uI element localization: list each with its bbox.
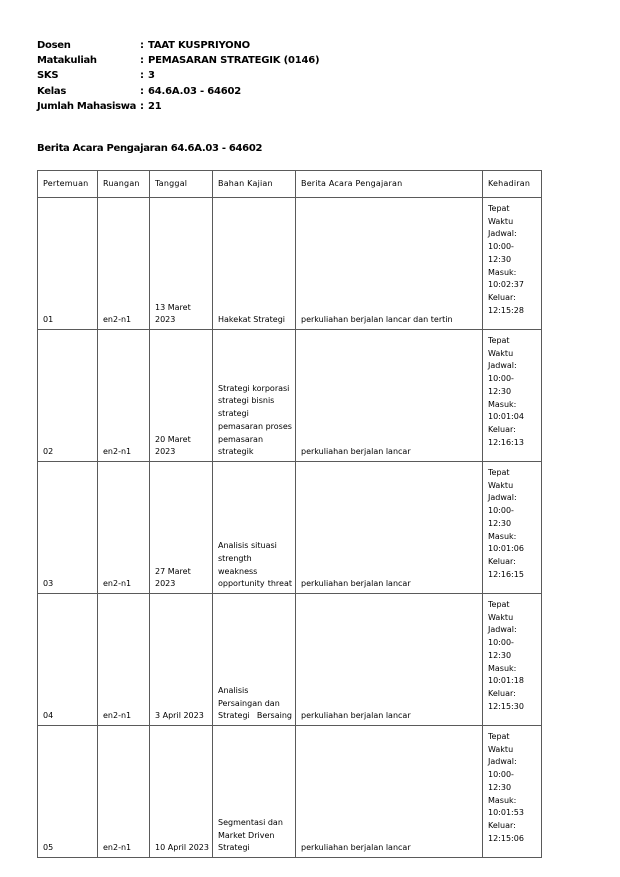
date: 13 Maret 2023 bbox=[150, 198, 213, 330]
table-row bbox=[38, 726, 542, 858]
attendance-status bbox=[483, 594, 542, 726]
attendance-line: 12:30 bbox=[488, 650, 512, 660]
header-row-kelas bbox=[37, 84, 319, 99]
attendance-status bbox=[483, 726, 542, 858]
teaching-note: perkuliahan berjalan lancar bbox=[296, 330, 483, 462]
column-header-bahan-kajian: Bahan Kajian bbox=[213, 171, 296, 198]
attendance-line: Jadwal: bbox=[488, 229, 517, 239]
topic: Hakekat Strategi bbox=[213, 198, 296, 330]
table-row bbox=[38, 462, 542, 594]
attendance-line: Waktu bbox=[488, 216, 514, 226]
lecturer-name: TAAT KUSPRIYONO bbox=[148, 40, 250, 51]
column-header-pertemuan: Pertemuan bbox=[38, 171, 98, 198]
date: 27 Maret 2023 bbox=[150, 462, 213, 594]
column-header-ruangan: Ruangan bbox=[98, 171, 150, 198]
header-label: Dosen bbox=[37, 40, 71, 51]
attendance-line: 10:01:53 bbox=[488, 808, 524, 818]
attendance-line: Waktu bbox=[488, 744, 514, 754]
teaching-record-table bbox=[37, 170, 542, 858]
attendance-line: 10:00- bbox=[488, 506, 514, 516]
attendance-line: 10:00- bbox=[488, 638, 514, 648]
table-header-row bbox=[38, 171, 542, 198]
attendance-line: Waktu bbox=[488, 348, 514, 358]
attendance-line: 12:15:06 bbox=[488, 833, 524, 843]
attendance-line: 12:15:28 bbox=[488, 305, 524, 315]
attendance-line: 10:00- bbox=[488, 374, 514, 384]
header-label: Kelas bbox=[37, 85, 66, 97]
attendance-line: Tepat bbox=[488, 336, 510, 345]
attendance-line: Masuk: bbox=[488, 795, 517, 805]
attendance-line: Tepat bbox=[488, 204, 510, 213]
attendance-line: Keluar: bbox=[488, 688, 516, 698]
attendance-line: Jadwal: bbox=[488, 757, 517, 767]
attendance-line: Jadwal: bbox=[488, 625, 517, 635]
table-row bbox=[38, 594, 542, 726]
table-row bbox=[38, 330, 542, 462]
column-header-berita-acara: Berita Acara Pengajaran bbox=[296, 171, 483, 198]
header-label: Matakuliah bbox=[37, 55, 97, 67]
room: en2-n1 bbox=[98, 594, 150, 726]
date: 10 April 2023 bbox=[150, 726, 213, 858]
attendance-line: 10:02:37 bbox=[488, 280, 524, 290]
header-row-dosen bbox=[37, 38, 319, 53]
attendance-line: Tepat bbox=[488, 600, 510, 609]
class-code: 64.6A.03 - 64602 bbox=[148, 85, 242, 97]
attendance-line: Keluar: bbox=[488, 292, 516, 302]
attendance-line: 10:01:04 bbox=[488, 412, 524, 422]
header-separator: : bbox=[140, 70, 144, 82]
credit-units: 3 bbox=[148, 70, 155, 82]
table-row bbox=[38, 198, 542, 330]
attendance-line: Masuk: bbox=[488, 663, 517, 673]
meeting-number: 03 bbox=[38, 462, 98, 594]
attendance-line: Keluar: bbox=[488, 424, 516, 434]
teaching-note: perkuliahan berjalan lancar bbox=[296, 726, 483, 858]
topic: Strategi korporasi strategi bisnis strategi pemasaran proses pemasaran strategik bbox=[213, 330, 296, 462]
attendance-line: 10:00- bbox=[488, 770, 514, 780]
attendance-line: 12:30 bbox=[488, 518, 512, 528]
attendance-line: 10:01:18 bbox=[488, 676, 524, 686]
topic: Analisis situasi strength weakness opportunity threat bbox=[213, 462, 296, 594]
attendance-line: Masuk: bbox=[488, 399, 517, 409]
attendance-line: 12:15:30 bbox=[488, 701, 524, 711]
header-label: SKS bbox=[37, 70, 59, 82]
date: 3 April 2023 bbox=[150, 594, 213, 726]
attendance-line: 10:01:06 bbox=[488, 544, 524, 554]
attendance-line: 12:30 bbox=[488, 254, 512, 264]
room: en2-n1 bbox=[98, 330, 150, 462]
column-header-tanggal: Tanggal bbox=[150, 171, 213, 198]
column-header-kehadiran: Kehadiran bbox=[483, 171, 542, 198]
attendance-status bbox=[483, 462, 542, 594]
attendance-line: Waktu bbox=[488, 480, 514, 490]
attendance-line: Masuk: bbox=[488, 267, 517, 277]
section-title: Berita Acara Pengajaran 64.6A.03 - 64602 bbox=[37, 143, 263, 154]
attendance-line: 10:00- bbox=[488, 242, 514, 252]
header-separator: : bbox=[140, 85, 144, 97]
attendance-line: Keluar: bbox=[488, 820, 516, 830]
header-row-sks bbox=[37, 68, 319, 83]
topic: Segmentasi dan Market Driven Strategi bbox=[213, 726, 296, 858]
attendance-line: Keluar: bbox=[488, 556, 516, 566]
header-separator: : bbox=[140, 40, 144, 51]
attendance-line: Tepat bbox=[488, 732, 510, 741]
topic: Analisis Persaingan dan Strategi Bersaing bbox=[213, 594, 296, 726]
header-separator: : bbox=[140, 55, 144, 67]
student-count: 21 bbox=[148, 100, 162, 112]
attendance-line: Masuk: bbox=[488, 531, 517, 541]
room: en2-n1 bbox=[98, 198, 150, 330]
room: en2-n1 bbox=[98, 462, 150, 594]
attendance-status bbox=[483, 198, 542, 330]
meeting-number: 05 bbox=[38, 726, 98, 858]
header-row-matakuliah bbox=[37, 53, 319, 68]
attendance-line: Jadwal: bbox=[488, 361, 517, 371]
teaching-note: perkuliahan berjalan lancar bbox=[296, 594, 483, 726]
attendance-status bbox=[483, 330, 542, 462]
attendance-line: 12:16:15 bbox=[488, 569, 524, 579]
header-row-jumlah-mahasiswa bbox=[37, 99, 319, 114]
attendance-line: Tepat bbox=[488, 468, 510, 477]
attendance-line: Waktu bbox=[488, 612, 514, 622]
course-info-header bbox=[37, 38, 319, 114]
course-name: PEMASARAN STRATEGIK (0146) bbox=[148, 55, 320, 67]
attendance-line: 12:30 bbox=[488, 782, 512, 792]
meeting-number: 01 bbox=[38, 198, 98, 330]
header-separator: : bbox=[140, 100, 144, 112]
header-label: Jumlah Mahasiswa bbox=[37, 100, 137, 112]
teaching-note: perkuliahan berjalan lancar dan tertin bbox=[296, 198, 483, 330]
teaching-note: perkuliahan berjalan lancar bbox=[296, 462, 483, 594]
meeting-number: 02 bbox=[38, 330, 98, 462]
date: 20 Maret 2023 bbox=[150, 330, 213, 462]
attendance-line: 12:30 bbox=[488, 386, 512, 396]
meeting-number: 04 bbox=[38, 594, 98, 726]
attendance-line: Jadwal: bbox=[488, 493, 517, 503]
attendance-line: 12:16:13 bbox=[488, 437, 524, 447]
room: en2-n1 bbox=[98, 726, 150, 858]
